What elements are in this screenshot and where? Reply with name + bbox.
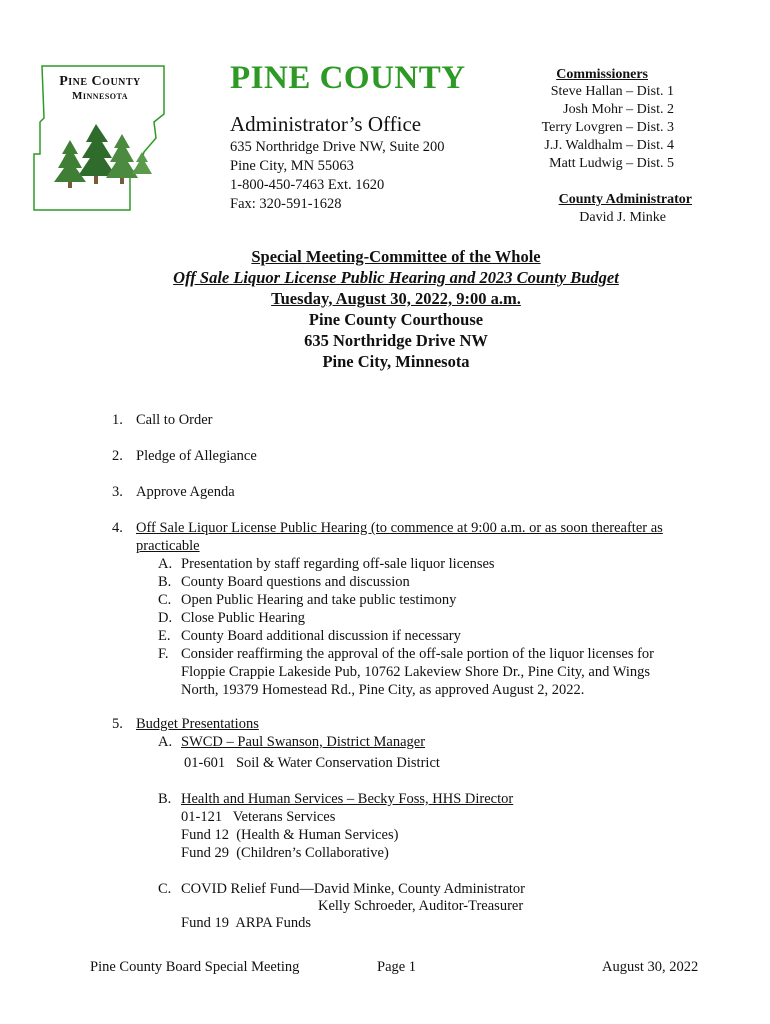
- meeting-subtitle: Off Sale Liquor License Public Hearing and 2023 County Budget: [173, 268, 619, 287]
- sub-letter: C.: [158, 592, 172, 608]
- budget-swcd: SWCD – Paul Swanson, District Manager: [181, 734, 426, 750]
- sub-item: County Board questions and discussion: [181, 574, 410, 590]
- meeting-title: Special Meeting-Committee of the Whole: [251, 247, 541, 266]
- sub-letter: A.: [158, 556, 173, 572]
- sub-item: County Board additional discussion if necessary: [181, 628, 461, 644]
- budget-detail: Fund 19 ARPA Funds: [181, 915, 312, 931]
- sub-letter: B.: [158, 574, 172, 590]
- agenda-item-approve: Approve Agenda: [136, 484, 235, 500]
- sub-item: Open Public Hearing and take public testimony: [181, 592, 457, 608]
- commissioner-item: Steve Hallan – Dist. 1: [550, 84, 674, 99]
- budget-detail: Fund 12 (Health & Human Services): [181, 827, 399, 843]
- meeting-datetime: Tuesday, August 30, 2022, 9:00 a.m.: [271, 289, 521, 308]
- sub-letter: F.: [158, 646, 169, 662]
- footer-page: Page 1: [377, 959, 417, 975]
- agenda-number: 1.: [112, 412, 123, 428]
- sub-letter: C.: [158, 881, 172, 897]
- agenda-item-call-to-order: Call to Order: [136, 412, 213, 428]
- agenda-item-liquor-hearing: Off Sale Liquor License Public Hearing (to commence at 9:00 a.m. or as soon thereafter as: [136, 520, 663, 536]
- meeting-location: Pine County Courthouse: [308, 310, 484, 329]
- agenda-number: 3.: [112, 484, 123, 500]
- footer-date: August 30, 2022: [602, 959, 699, 975]
- budget-covid: COVID Relief Fund—David Minke, County Administrator: [181, 881, 525, 897]
- sub-letter: E.: [158, 628, 171, 644]
- county-name: PINE COUNTY: [230, 60, 466, 96]
- administrator-heading: County Administrator: [558, 192, 692, 207]
- agenda-item-liquor-hearing-cont: practicable: [136, 538, 200, 554]
- footer-left: Pine County Board Special Meeting: [90, 959, 300, 975]
- budget-detail: 01-601 Soil & Water Conservation District: [184, 755, 440, 771]
- phone-line: 1-800-450-7463 Ext. 1620: [230, 177, 385, 193]
- sub-item: Presentation by staff regarding off-sale liquor licenses: [181, 556, 495, 572]
- sub-item-cont: Floppie Crappie Lakeside Pub, 10762 Lakeview Shore Dr., Pine City, and Wings: [181, 664, 650, 680]
- budget-hhs: Health and Human Services – Becky Foss, HHS Director: [181, 791, 514, 807]
- address-line: Pine City, MN 55063: [230, 158, 354, 174]
- administrator-name: David J. Minke: [579, 210, 666, 225]
- budget-covid-cont: Kelly Schroeder, Auditor-Treasurer: [318, 898, 524, 914]
- agenda-item-pledge: Pledge of Allegiance: [136, 448, 257, 464]
- county-logo: [30, 62, 170, 212]
- sub-letter: D.: [158, 610, 173, 626]
- budget-detail: 01-121 Veterans Services: [181, 809, 336, 825]
- agenda-number: 2.: [112, 448, 123, 464]
- sub-item: Close Public Hearing: [181, 610, 306, 626]
- sub-item: Consider reaffirming the approval of the off-sale portion of the liquor licenses for: [181, 646, 654, 662]
- commissioner-item: J.J. Waldhalm – Dist. 4: [544, 138, 674, 153]
- fax-line: Fax: 320-591-1628: [230, 196, 342, 212]
- commissioner-item: Terry Lovgren – Dist. 3: [541, 120, 674, 135]
- commissioners-heading: Commissioners: [556, 67, 648, 82]
- sub-item-cont: North, 19379 Homestead Rd., Pine City, as approved August 2, 2022.: [181, 682, 585, 698]
- office-name: Administrator’s Office: [230, 112, 422, 136]
- budget-detail: Fund 29 (Children’s Collaborative): [181, 845, 389, 861]
- meeting-city: Pine City, Minnesota: [322, 352, 470, 371]
- agenda-number: 4.: [112, 520, 123, 536]
- logo-subtitle: Minnesota: [71, 90, 129, 102]
- sub-letter: B.: [158, 791, 172, 807]
- sub-letter: A.: [158, 734, 173, 750]
- commissioner-item: Matt Ludwig – Dist. 5: [549, 156, 674, 171]
- agenda-number: 5.: [112, 716, 123, 732]
- address-line: 635 Northridge Drive NW, Suite 200: [230, 139, 445, 155]
- meeting-address: 635 Northridge Drive NW: [304, 331, 488, 350]
- agenda-item-budget: Budget Presentations: [136, 716, 259, 732]
- commissioner-item: Josh Mohr – Dist. 2: [563, 102, 674, 117]
- logo-title: Pine County: [59, 74, 141, 89]
